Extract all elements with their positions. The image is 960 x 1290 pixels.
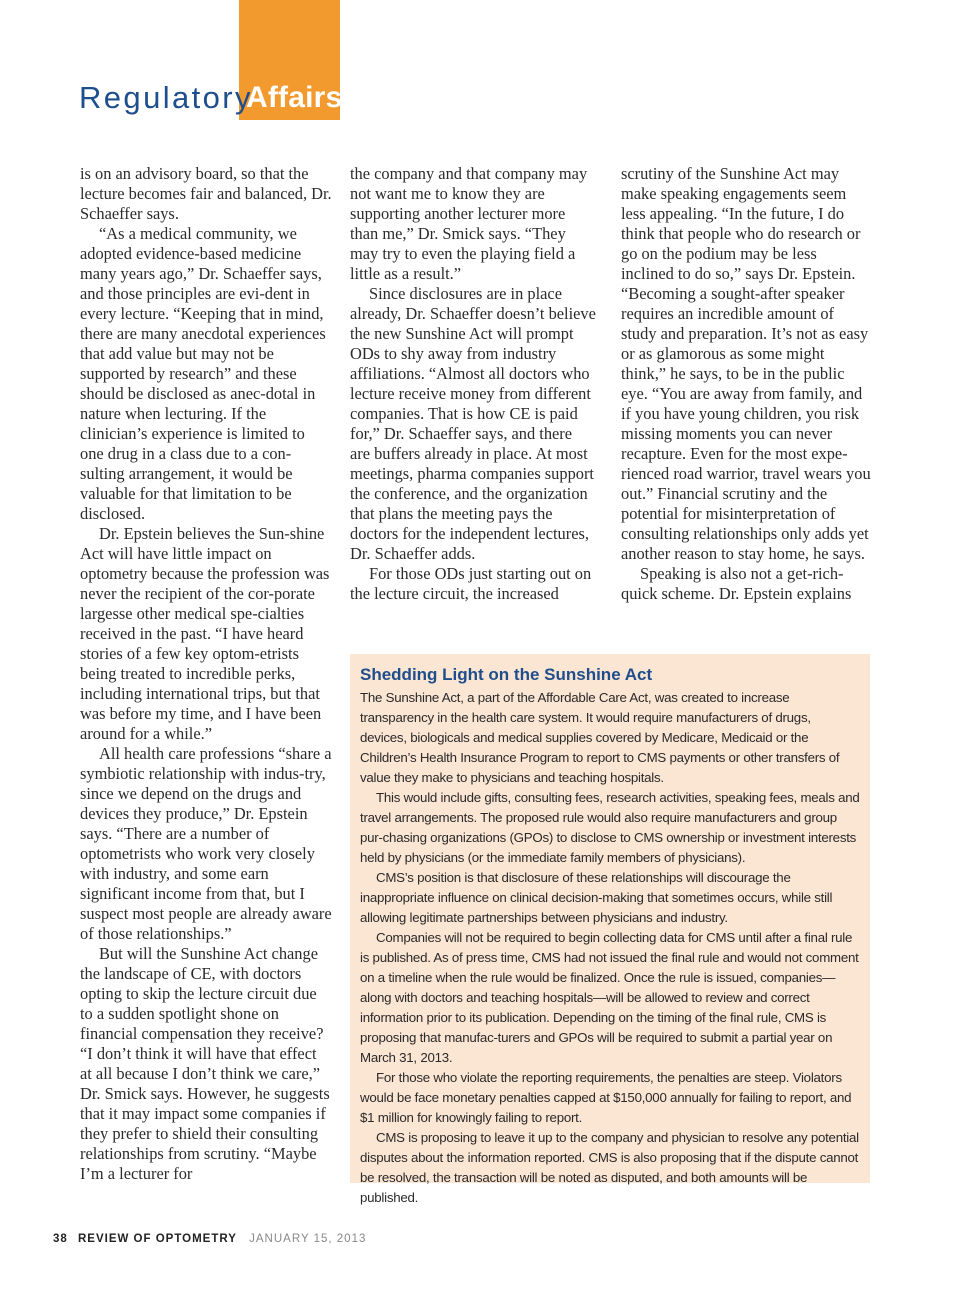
article-paragraph: the company and that company may not want me to know they are supporting another lecturer more than me,” Dr. Smick says. “They may try to even the playing field a little as a result.” <box>350 164 588 283</box>
sidebar-paragraph: Companies will not be required to begin collecting data for CMS until after a final rule is published. As of press time, CMS had not issued the final rule and would not comment on a timeline when the rule would be finalized. Once the rule is issued, companies—along with doctors and teaching hospitals—will be allowed to review and correct information prior to its publication. Depending on the timing of the final rule, CMS is proposing that manufac-turers and GPOs will be required to submit a partial year on March 31, 2013. <box>360 930 859 1065</box>
article-paragraph: scrutiny of the Sunshine Act may make speaking engagements seem less appealing. “In the future, I do think that people who do research or go on the podium may be less inclined to do so,” says Dr. Epstein. “Becoming a sought-after speaker requires an incredible amount of study and preparation. It’s not as easy or as glamorous as some might think,” he says, to be in the public eye. “You are away from family, and if you have young children, you risk missing moments you can never recapture. Even for the most expe-rienced road warrior, travel wears you out.” Financial scrutiny and the potential for misinterpretation of consulting relationships only adds yet another reason to stay home, he says. <box>621 164 871 563</box>
article-column-3 <box>621 164 871 604</box>
issue-date: JANUARY 15, 2013 <box>249 1233 367 1245</box>
section-title-accent: Affairs <box>246 81 343 114</box>
sidebar-paragraph: CMS is proposing to leave it up to the company and physician to resolve any potential disputes about the information reported. CMS is also proposing that if the dispute cannot be resolved, the transaction will be noted as disputed, and both amounts will be published. <box>360 1130 859 1205</box>
page-footer <box>53 1231 366 1247</box>
page-number: 38 <box>53 1233 68 1245</box>
sidebar-paragraph: CMS’s position is that disclosure of these relationships will discourage the inappropriate influence on clinical decision-making that sometimes occurs, while still allowing legitimate partnerships between physicians and industry. <box>360 870 833 925</box>
sidebar-paragraph: The Sunshine Act, a part of the Affordable Care Act, was created to increase transparency in the health care system. It would require manufacturers of drugs, devices, biologicals and medical supplies covered by Medicare, Medicaid or the Children’s Health Insurance Program to report to CMS payments or other transfers of value they make to physicians and teaching hospitals. <box>360 690 840 785</box>
article-paragraph: Dr. Epstein believes the Sun-shine Act will have little impact on optometry because the profession was never the recipient of the cor-porate largesse other medical spe-cialties received in the past. “I have heard stories of a few key optom-etrists being treated to incredible perks, including international trips, but that was before my time, and I have been around for a while.” <box>80 524 330 743</box>
sidebar-paragraph: This would include gifts, consulting fees, research activities, speaking fees, meals and travel arrangements. The proposed rule would also require manufacturers and group pur-chasing organizations (GPOs) to disclose to CMS ownership or investment interests held by physicians (or the immediate family members of physicians). <box>360 790 860 865</box>
section-title: Regulatory <box>79 80 253 115</box>
article-paragraph: Speaking is also not a get-rich-quick scheme. Dr. Epstein explains <box>621 564 852 603</box>
publication-name: REVIEW OF OPTOMETRY <box>78 1233 237 1245</box>
article-paragraph: For those ODs just starting out on the lecture circuit, the increased <box>350 564 592 603</box>
sidebar-box <box>350 654 870 1205</box>
article-paragraph: But will the Sunshine Act change the landscape of CE, with doctors opting to skip the lecture circuit due to a sudden spotlight shone on financial compensation they receive? “I don’t think it will have that effect at all because I don’t think we care,” Dr. Smick says. However, he suggests that it may impact some companies if they prefer to shield their consulting relationships from scrutiny. “Maybe I’m a lecturer for <box>80 944 330 1183</box>
sidebar-paragraph: For those who violate the reporting requirements, the penalties are steep. Violators would be face monetary penalties capped at $150,000 annually for failing to report, and $1 million for knowingly failing to report. <box>360 1070 852 1125</box>
article-paragraph: All health care professions “share a symbiotic relationship with indus-try, since we depend on the drugs and devices they produce,” Dr. Epstein says. “There are a number of optometrists who work very closely with industry, and some earn significant income from that, but I suspect most people are already aware of those relationships.” <box>80 744 332 943</box>
article-paragraph: is on an advisory board, so that the lecture becomes fair and balanced, Dr. Schaeffer says. <box>80 164 332 223</box>
article-paragraph: Since disclosures are in place already, Dr. Schaeffer doesn’t believe the new Sunshine Act will prompt ODs to shy away from industry affiliations. “Almost all doctors who lecture receive money from different companies. That is how CE is paid for,” Dr. Schaeffer says, and there are buffers already in place. At most meetings, pharma companies support the conference, and the organization that plans the meeting pays the doctors for the independent lectures, Dr. Schaeffer adds. <box>350 284 596 563</box>
article-column-1 <box>80 164 332 1184</box>
article-column-2 <box>350 164 596 604</box>
article-paragraph: “As a medical community, we adopted evidence-based medicine many years ago,” Dr. Schaeffer says, and those principles are evi-dent in every lecture. “Keeping that in mind, there are many anecdotal experiences that add value but may not be supported by research” and these should be disclosed as anec-dotal in nature when lecturing. If the clinician’s experience is limited to one drug in a class due to a con-sulting arrangement, it would be valuable for that limitation to be disclosed. <box>80 224 326 523</box>
sidebar-title: Shedding Light on the Sunshine Act <box>360 665 653 684</box>
